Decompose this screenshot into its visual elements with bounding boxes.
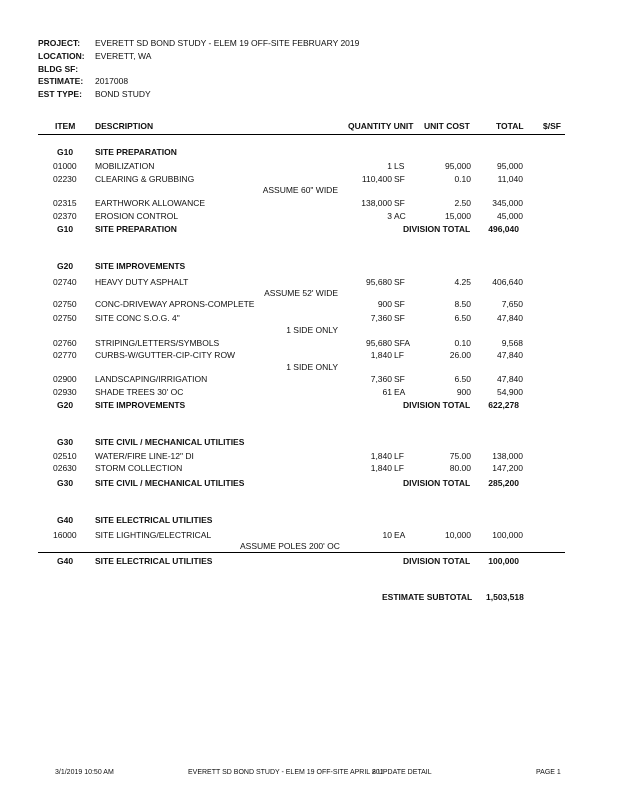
item-quantity: 95,680 [366,277,392,287]
division-total-value: 285,200 [488,478,519,488]
item-description: EROSION CONTROL [95,211,179,221]
item-description: SITE CONC S.O.G. 4" [95,313,180,323]
division-total-name: SITE CIVIL / MECHANICAL UTILITIES [95,478,245,488]
item-description: SITE LIGHTING/ELECTRICAL [95,530,212,540]
item-total: 7,650 [501,299,523,309]
item-note: 1 SIDE ONLY [286,325,338,335]
item-code: 16000 [53,530,77,540]
division-total-name: SITE PREPARATION [95,224,177,234]
item-description: SHADE TREES 30' OC [95,387,184,397]
item-quantity: 1,840 [370,463,392,473]
item-note: ASSUME 60" WIDE [262,185,338,195]
project-label: PROJECT: [38,38,81,48]
item-code: 02315 [53,198,77,208]
item-description: STORM COLLECTION [95,463,183,473]
division-name: SITE IMPROVEMENTS [95,261,186,271]
division-total-label: DIVISION TOTAL [403,478,471,488]
item-description: LANDSCAPING/IRRIGATION [95,374,208,384]
estimate-value: 2017008 [95,76,129,86]
estimate-subtotal-value: 1,503,518 [486,592,524,602]
item-total: 345,000 [492,198,523,208]
item-total: 11,040 [497,174,523,184]
item-unit-cost: 900 [456,387,471,397]
location-label: LOCATION: [38,51,85,61]
footer-page-number: PAGE 1 [536,769,561,776]
item-total: 47,840 [497,374,523,384]
item-unit-cost: 6.50 [454,313,471,323]
division-name: SITE ELECTRICAL UTILITIES [95,515,213,525]
item-unit-cost: 8.50 [454,299,471,309]
item-unit-cost: 15,000 [445,211,471,221]
item-quantity: 95,680 [366,338,392,348]
item-quantity: 1 [387,161,392,171]
item-total: 147,200 [492,463,523,473]
item-unit-cost: 6.50 [454,374,471,384]
item-total: 100,000 [492,530,523,540]
item-total: 406,640 [492,277,523,287]
division-total-code: G20 [57,400,74,410]
item-total: 95,000 [497,161,523,171]
item-quantity: 900 [377,299,392,309]
item-total: 47,840 [497,350,523,360]
item-quantity: 10 [382,530,392,540]
item-unit: SFA [394,338,411,348]
est-type-label: EST TYPE: [38,89,82,99]
item-quantity: 138,000 [361,198,392,208]
item-description: HEAVY DUTY ASPHALT [95,277,189,287]
item-code: 02900 [53,374,77,384]
item-unit: SF [394,277,405,287]
item-total: 9,568 [501,338,523,348]
location-value: EVERETT, WA [95,51,152,61]
item-unit: LF [394,451,404,461]
item-description: WATER/FIRE LINE-12" DI [95,451,194,461]
item-description: STRIPING/LETTERS/SYMBOLS [95,338,220,348]
estimate-subtotal-label: ESTIMATE SUBTOTAL [382,592,473,602]
header-rule [38,134,565,135]
division-total-code: G10 [57,224,74,234]
item-unit: EA [394,387,406,397]
division-code: G40 [57,515,74,525]
item-quantity: 61 [382,387,392,397]
item-description: CURBS-W/GUTTER-CIP-CITY ROW [95,350,236,360]
project-value: EVERETT SD BOND STUDY - ELEM 19 OFF-SITE FEBRUARY 2019 [95,38,360,48]
footer-datetime: 3/1/2019 10:50 AM [55,769,114,776]
estimate-label: ESTIMATE: [38,76,84,86]
division-total-value: 496,040 [488,224,519,234]
col-per-sf-header: $/SF [543,121,561,131]
division-code: G10 [57,147,74,157]
item-description: MOBILIZATION [95,161,155,171]
item-unit-cost: 10,000 [445,530,471,540]
col-description-header: DESCRIPTION [95,121,154,131]
division-code: G30 [57,437,74,447]
item-code: 02770 [53,350,77,360]
item-total: 54,900 [497,387,523,397]
item-quantity: 7,360 [370,313,392,323]
division-total-code: G40 [57,556,74,566]
footer-report-name: 8 UPDATE DETAIL [372,769,432,776]
item-unit-cost: 26.00 [449,350,471,360]
item-unit-cost: 75.00 [449,451,471,461]
item-description: CLEARING & GRUBBING [95,174,195,184]
item-code: 02740 [53,277,77,287]
item-total: 47,840 [497,313,523,323]
item-quantity: 7,360 [370,374,392,384]
item-quantity: 110,400 [361,174,392,184]
item-unit-cost: 0.10 [454,174,471,184]
division-name: SITE PREPARATION [95,147,177,157]
item-quantity: 1,840 [370,350,392,360]
col-total-header: TOTAL [496,121,524,131]
col-quantity-unit-header: QUANTITY UNIT [348,121,414,131]
item-unit: SF [394,299,405,309]
division-total-name: SITE IMPROVEMENTS [95,400,186,410]
item-unit: LF [394,350,404,360]
item-unit: SF [394,174,405,184]
item-code: 02760 [53,338,77,348]
division-code: G20 [57,261,74,271]
division-rule [38,552,565,553]
division-total-code: G30 [57,478,74,488]
item-unit: EA [394,530,406,540]
item-quantity: 1,840 [370,451,392,461]
item-unit-cost: 80.00 [449,463,471,473]
item-code: 02930 [53,387,77,397]
bldg-sf-label: BLDG SF: [38,64,79,74]
item-description: CONC-DRIVEWAY APRONS-COMPLETE [95,299,255,309]
item-code: 01000 [53,161,77,171]
item-code: 02630 [53,463,77,473]
item-unit-cost: 4.25 [454,277,471,287]
item-unit: SF [394,198,405,208]
col-unit-cost-header: UNIT COST [424,121,470,131]
item-unit: AC [394,211,406,221]
est-type-value: BOND STUDY [95,89,151,99]
item-quantity: 3 [387,211,392,221]
item-total: 138,000 [492,451,523,461]
item-description: EARTHWORK ALLOWANCE [95,198,206,208]
item-unit: SF [394,374,405,384]
item-unit: LF [394,463,404,473]
item-unit-cost: 95,000 [445,161,471,171]
division-total-name: SITE ELECTRICAL UTILITIES [95,556,213,566]
division-total-label: DIVISION TOTAL [403,556,471,566]
item-note: ASSUME 52' WIDE [264,288,338,298]
division-name: SITE CIVIL / MECHANICAL UTILITIES [95,437,245,447]
item-note: ASSUME POLES 200' OC [240,541,340,551]
item-code: 02230 [53,174,77,184]
item-code: 02750 [53,299,77,309]
item-code: 02510 [53,451,77,461]
footer-file-name: EVERETT SD BOND STUDY - ELEM 19 OFF-SITE APRIL 201 [188,769,384,776]
division-total-label: DIVISION TOTAL [403,224,471,234]
division-total-value: 622,278 [488,400,519,410]
item-unit-cost: 0.10 [454,338,471,348]
item-total: 45,000 [497,211,523,221]
item-unit: SF [394,313,405,323]
col-item-header: ITEM [55,121,76,131]
item-code: 02750 [53,313,77,323]
item-note: 1 SIDE ONLY [286,362,338,372]
item-code: 02370 [53,211,77,221]
item-unit-cost: 2.50 [454,198,471,208]
division-total-label: DIVISION TOTAL [403,400,471,410]
division-total-value: 100,000 [488,556,519,566]
item-unit: LS [394,161,405,171]
